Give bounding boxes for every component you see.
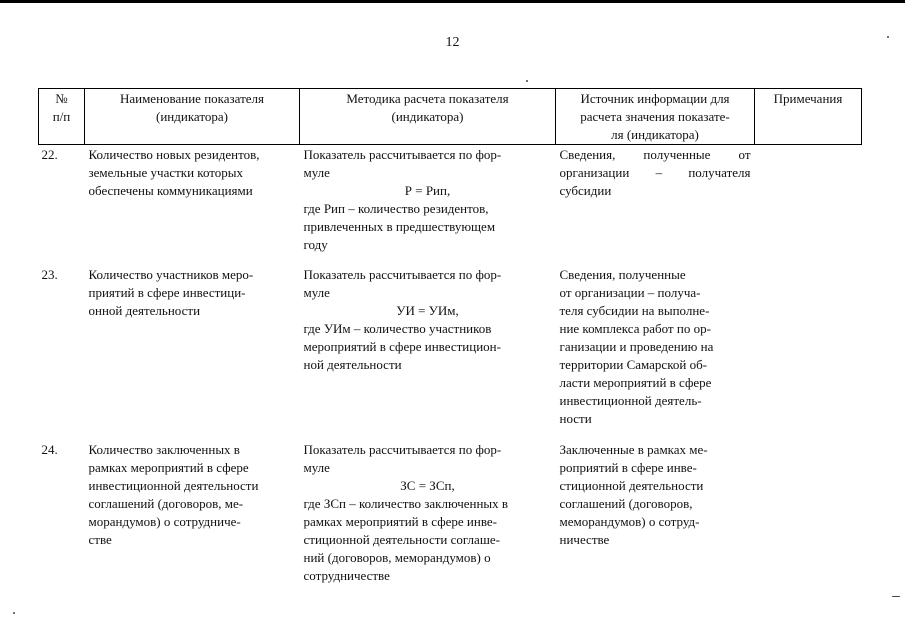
indicator-name: Количество новых резидентов, земельные участки которых обеспечены коммуникациями bbox=[88, 147, 260, 198]
source-word: Сведения, bbox=[559, 147, 616, 162]
row-number: 22. bbox=[41, 147, 58, 162]
row-number: 23. bbox=[41, 267, 58, 282]
source-word: полученные bbox=[643, 147, 711, 162]
row-number: 24. bbox=[41, 442, 58, 457]
scan-speck bbox=[13, 612, 15, 614]
calculation-method: Показатель рассчитывается по фор- муле ЗС = ЗСп, где ЗСп – количество заключенных в рамках мероприятий в сфере инве- стиционной деятельности соглаше- ний (договоров, меморандумов) о сотрудничестве bbox=[300, 441, 556, 601]
indicators-table bbox=[38, 88, 862, 601]
source-word: – bbox=[655, 165, 663, 180]
formula: УИ = УИм, bbox=[396, 303, 459, 318]
table-header-row bbox=[39, 89, 862, 145]
header-calculation-method: Методика расчета показателя (индикатора) bbox=[300, 89, 556, 145]
scan-speck bbox=[526, 80, 528, 82]
source-word: организации bbox=[559, 165, 630, 180]
information-source: Сведения, полученные от организации – получа- теля субсидии на выполне- ние комплекса работ по ор- ганизации и проведению на территории Самарской об- ласти мероприятий в сфере инвестиционной деятель- ности bbox=[559, 267, 714, 426]
source-line bbox=[560, 146, 751, 164]
calculation-method: Показатель рассчитывается по фор- муле УИ = УИм, где УИм – количество участников мероприятий в сфере инвестицион- ной деятельности bbox=[300, 266, 556, 441]
table-row bbox=[39, 441, 862, 601]
header-indicator-name: Наименование показателя (индикатора) bbox=[85, 89, 300, 145]
top-border-line bbox=[0, 0, 905, 3]
formula: ЗС = ЗСп, bbox=[400, 478, 455, 493]
indicator-name: Количество заключенных в рамках мероприятий в сфере инвестиционной деятельности соглашений (договоров, ме- морандумов) о сотрудниче- стве bbox=[88, 442, 259, 547]
table-row bbox=[39, 145, 862, 267]
notes-cell bbox=[755, 441, 862, 601]
calculation-method: Показатель рассчитывается по фор- муле Р = Рип, где Рип – количество резидентов, привлеченных в предшествующем году bbox=[300, 145, 556, 267]
header-number: № п/п bbox=[39, 89, 85, 145]
source-line bbox=[560, 164, 751, 182]
indicator-name: Количество участников меро- приятий в сфере инвестици- онной деятельности bbox=[88, 267, 254, 318]
information-source: Заключенные в рамках ме- роприятий в сфере инве- стиционной деятельности соглашений (договоров, меморандумов) о сотруд- ничестве bbox=[559, 442, 708, 547]
formula: Р = Рип, bbox=[404, 183, 451, 198]
header-information-source: Источник информации для расчета значения показате- ля (индикатора) bbox=[556, 89, 755, 145]
source-word: от bbox=[738, 147, 751, 162]
scan-speck bbox=[892, 596, 900, 597]
source-word: получателя bbox=[688, 165, 751, 180]
notes-cell bbox=[755, 145, 862, 267]
scan-speck bbox=[887, 36, 889, 38]
notes-cell bbox=[755, 266, 862, 441]
information-source: Сведения, полученные от организации – получателя субсидии bbox=[559, 147, 751, 198]
header-notes: Примечания bbox=[755, 89, 862, 145]
table-row bbox=[39, 266, 862, 441]
page-number: 12 bbox=[445, 35, 460, 50]
